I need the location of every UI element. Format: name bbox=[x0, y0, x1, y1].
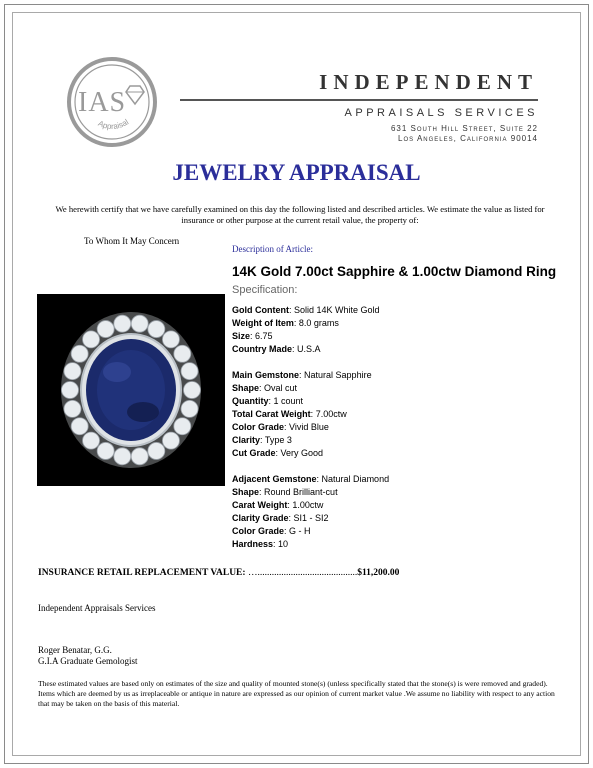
value-amount: $11,200.00 bbox=[357, 568, 400, 578]
signer-title: G.I.A Graduate Gemologist bbox=[38, 656, 138, 666]
halo-diamond bbox=[114, 448, 131, 465]
address-line-2: Los Angeles, California 90014 bbox=[398, 134, 538, 143]
svg-text:Appraisal bbox=[97, 117, 131, 131]
item-title: 14K Gold 7.00ct Sapphire & 1.00ctw Diamond Ring bbox=[232, 264, 557, 279]
company-signature: Independent Appraisals Services bbox=[38, 603, 156, 613]
halo-diamond bbox=[97, 442, 114, 459]
spec-row: Clarity: Type 3 bbox=[232, 435, 292, 445]
halo-diamond bbox=[83, 331, 100, 348]
halo-diamond bbox=[181, 363, 198, 380]
halo-diamond bbox=[131, 448, 148, 465]
ias-logo bbox=[66, 56, 158, 148]
spec-row: Cut Grade: Very Good bbox=[232, 448, 324, 458]
spec-row: Gold Content: Solid 14K White Gold bbox=[232, 305, 380, 315]
halo-diamond bbox=[148, 321, 165, 338]
company-header bbox=[180, 70, 538, 144]
company-subtitle: APPRAISALS SERVICES bbox=[344, 107, 538, 119]
spec-row: Quantity: 1 count bbox=[232, 396, 304, 406]
signer-block bbox=[38, 645, 137, 667]
signer-name: Roger Benatar, G.G. bbox=[38, 645, 112, 655]
halo-diamond bbox=[71, 418, 88, 435]
spec-row: Country Made: U.S.A bbox=[232, 344, 321, 354]
gold-specs bbox=[232, 304, 389, 356]
spec-row: Clarity Grade: SI1 - SI2 bbox=[232, 513, 329, 523]
document-title: JEWELRY APPRAISAL bbox=[172, 160, 421, 185]
halo-diamond bbox=[71, 345, 88, 362]
address-line-1: 631 South Hill Street, Suite 22 bbox=[390, 124, 538, 133]
spec-row: Adjacent Gemstone: Natural Diamond bbox=[232, 474, 390, 484]
disclaimer-text: These estimated values are based only on estimates of the size and quality of mounted stone(s) (unless specifically stated that the stone(s) is were removed and graded). Items which are deemed by us as irreplaceable or antique in nature are expressed as our opinion of current market value .We assume no liability with respect to any action that may be taken on the basis of this material. bbox=[38, 679, 555, 708]
logo-text: IAS bbox=[78, 87, 127, 118]
halo-diamond bbox=[162, 432, 179, 449]
halo-diamond bbox=[97, 321, 114, 338]
halo-diamond bbox=[62, 382, 79, 399]
spec-row: Total Carat Weight: 7.00ctw bbox=[232, 409, 347, 419]
halo-diamond bbox=[83, 432, 100, 449]
description-label: Description of Article: bbox=[232, 244, 313, 254]
spec-row: Shape: Oval cut bbox=[232, 383, 298, 393]
halo-diamond bbox=[64, 400, 81, 417]
spec-row: Main Gemstone: Natural Sapphire bbox=[232, 370, 372, 380]
adjacent-gemstone-specs bbox=[232, 473, 389, 551]
halo-diamond bbox=[184, 382, 201, 399]
certification-text: We herewith certify that we have carefully examined on this day the following listed and described articles. We estimate the value as listed for insurance or other purpose at the current retail value, the property of: bbox=[55, 204, 545, 225]
spec-row: Hardness: 10 bbox=[232, 539, 289, 549]
header-rule bbox=[180, 99, 538, 101]
spec-row: Size: 6.75 bbox=[232, 331, 273, 341]
spec-row: Color Grade: Vivid Blue bbox=[232, 422, 329, 432]
spec-row: Weight of Item: 8.0 grams bbox=[232, 318, 339, 328]
main-gemstone-specs bbox=[232, 369, 389, 460]
company-address bbox=[180, 124, 538, 144]
halo-diamond bbox=[174, 418, 191, 435]
specification-list bbox=[232, 304, 389, 564]
value-dots: ….......................................... bbox=[247, 568, 358, 578]
halo-diamond bbox=[64, 363, 81, 380]
company-name: INDEPENDENT bbox=[319, 70, 538, 94]
spec-row: Shape: Round Brilliant-cut bbox=[232, 487, 338, 497]
spec-row: Carat Weight: 1.00ctw bbox=[232, 500, 324, 510]
specification-label: Specification: bbox=[232, 284, 298, 296]
halo-diamond bbox=[148, 442, 165, 459]
halo-diamond bbox=[174, 345, 191, 362]
recipient: To Whom It May Concern bbox=[84, 236, 180, 246]
logo-arc-text: Appraisal bbox=[96, 117, 131, 132]
halo-diamond bbox=[114, 315, 131, 332]
halo-diamond bbox=[131, 315, 148, 332]
ring-photo bbox=[37, 294, 225, 486]
spec-row: Color Grade: G - H bbox=[232, 526, 311, 536]
value-label: INSURANCE RETAIL REPLACEMENT VALUE: bbox=[38, 568, 246, 578]
halo-diamond bbox=[181, 400, 198, 417]
halo-diamond bbox=[162, 331, 179, 348]
replacement-value-line bbox=[38, 568, 399, 578]
